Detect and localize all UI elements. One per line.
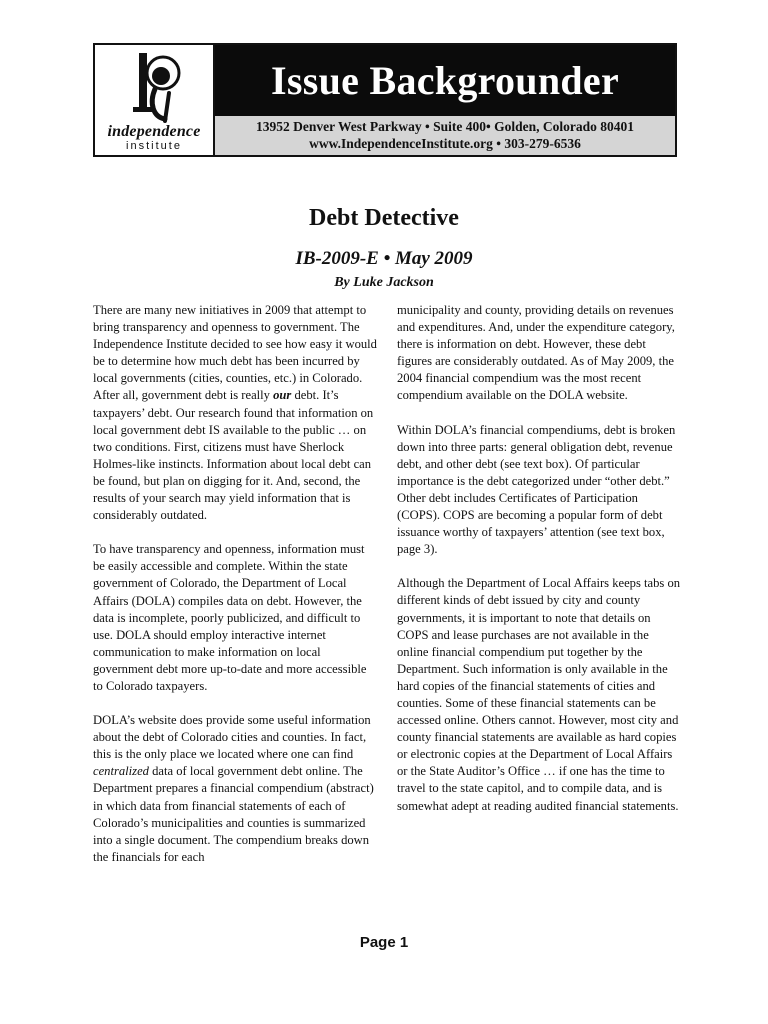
paragraph-text: There are many new initiatives in 2009 that attempt to bring transparency and openness to government. The Independence Institute decided to see how easy it would be to determine how much debt has been incurred by local governments (cities, counties, etc.) in Colorado. After all, government debt is really: [93, 303, 377, 403]
page-number: Page 1: [359, 934, 409, 951]
logo-word-independence: independence: [107, 123, 201, 140]
paragraph: [93, 302, 379, 524]
logo-word-institute: institute: [126, 140, 182, 152]
website-phone: www.IndependenceInstitute.org • 303-279-6536: [309, 136, 581, 151]
address-bar: [215, 116, 675, 155]
paragraph: To have transparency and openness, information must be easily accessible and complete. Within the state government of Colorado, the Department of Local Affairs (DOLA) compiles data on debt. However, the data is incomplete, poorly publicized, and difficult to use. DOLA should employ interactive internet communication to make information on local government debt more up-to-date and more accessible to Colorado taxpayers.: [93, 542, 367, 693]
paragraph-text: DOLA’s website does provide some useful information about the debt of Colorado cities and counties. In fact, this is the only place we located where one can find: [93, 713, 371, 762]
document-title: Debt Detective: [309, 205, 459, 231]
left-column: [93, 302, 379, 883]
paragraph: Within DOLA’s financial compendiums, debt is broken down into three parts: general obligation debt, revenue debt, and other debt (see text box). Of particular importance is the debt categorized under “other debt.” Other debt includes Certificates of Participation (COPS). COPS are becoming a popular form of debt issuance worthy of taxpayers’ attention (see text box, page 3).: [397, 422, 676, 557]
paragraph: Although the Department of Local Affairs keeps tabs on different kinds of debt issued by city and county governments, it is important to note that details on COPS and lease purchases are not available in the online financial compendium put together by the Department. Such information is only available in the hard copies of the financial statements of cities and counties. Some of these financial statements can be accessed online. Others cannot. However, most city and county financial statements are available as hard copies or electronic copies at the Department of Local Affairs or the State Auditor’s Office … if one has the time to travel to the state capitol, and to compile data, and is somewhat adept at reading audited financial statements.: [397, 576, 681, 813]
paragraph: [93, 712, 379, 866]
masthead: [93, 43, 677, 157]
paragraph-text: debt. It’s taxpayers’ debt. Our research found that information on local government debt IS available to the public … on two conditions. First, citizens must have Sherlock Holmes-like instincts. Information about local debt can be found, but plan on digging for it. And, second, the results of your search may yield information that is considerably outdated.: [93, 388, 374, 523]
emphasis-text: our: [273, 388, 292, 403]
emphasis-text: centralized: [93, 764, 149, 779]
right-column: [397, 302, 683, 832]
publication-title: Issue Backgrounder: [270, 58, 620, 103]
logo: [95, 45, 215, 155]
street-address: 13952 Denver West Parkway • Suite 400• Golden, Colorado 80401: [256, 119, 634, 134]
paragraph: municipality and county, providing details on revenues and expenditures. And, under the expenditure category, there is information on debt. However, these debt figures are considerably outdated. As of May 2009, the 2004 financial compendium was the most recent compendium available on the DOLA website.: [397, 303, 675, 403]
independence-institute-logo-icon: [95, 49, 213, 125]
document-author: By Luke Jackson: [334, 275, 434, 290]
title-bar: [215, 45, 675, 116]
paragraph-text: data of local government debt online. The Department prepares a financial compendium (abstract) in which data from financial statements of each of Colorado’s municipalities and counties is summarized into a single document. The compendium breaks down the financials for each: [93, 764, 374, 864]
document-subtitle: IB-2009-E • May 2009: [295, 248, 473, 269]
